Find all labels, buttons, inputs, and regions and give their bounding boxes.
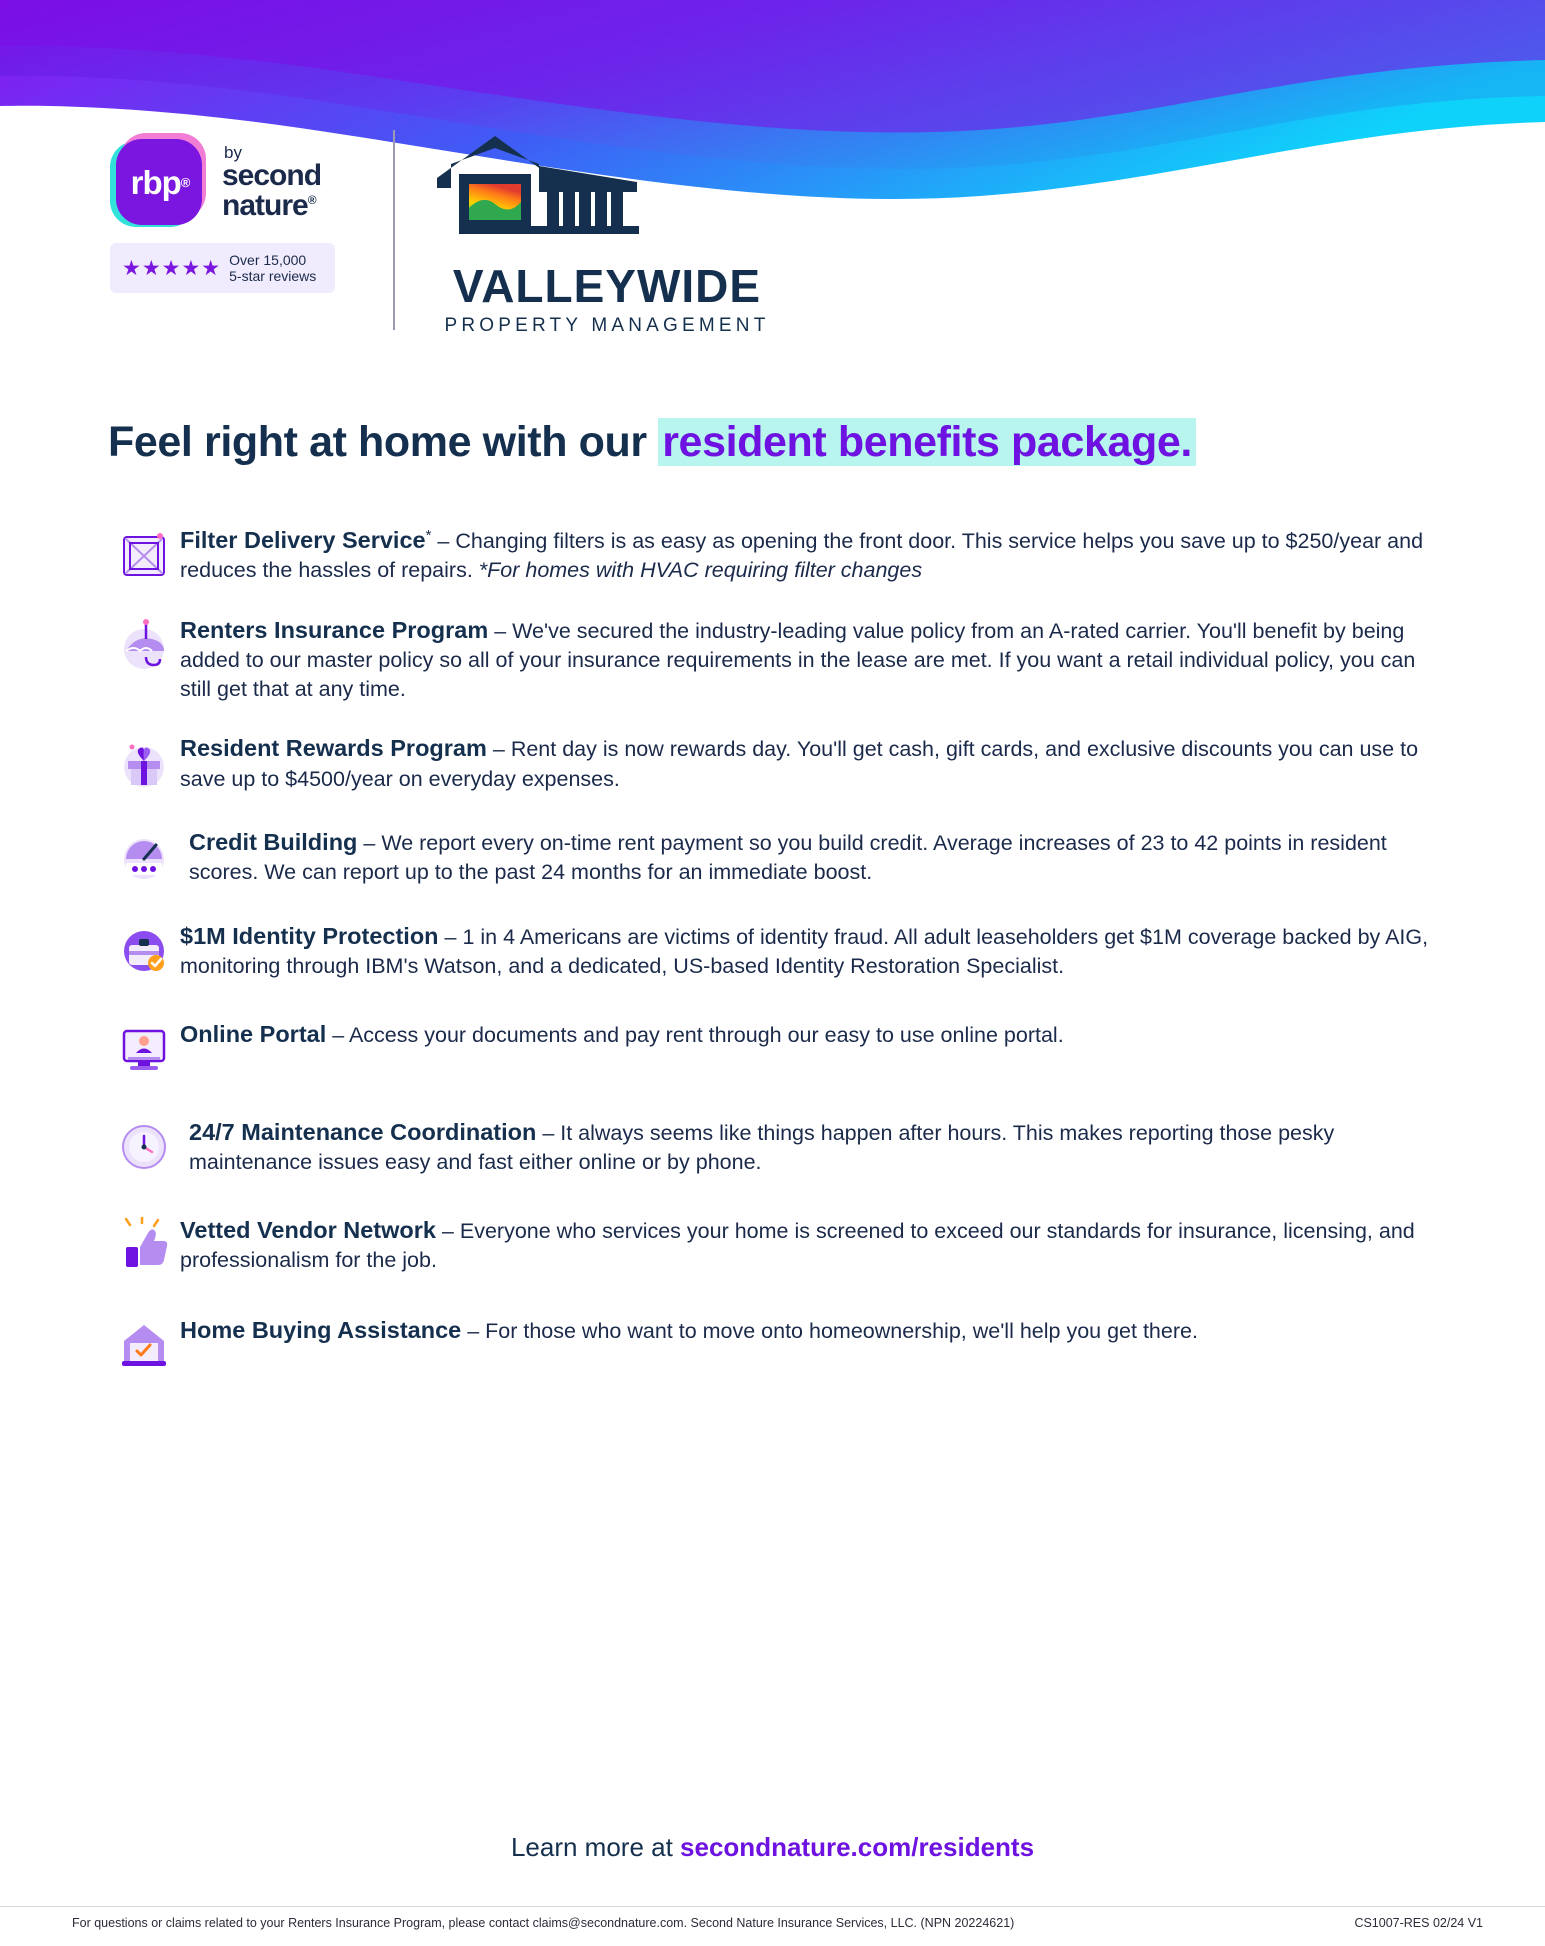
benefit-body: We report every on-time rent payment so you build credit. Average increases of 23 to 42 points in resident scores. We can report up to the past 24 months for an immediate boost. — [189, 831, 1387, 885]
company-name-line2: PROPERTY MANAGEMENT — [444, 315, 770, 336]
learn-more-prefix: Learn more at — [510, 1832, 681, 1862]
list-item — [108, 525, 1438, 585]
list-item — [108, 615, 1438, 703]
benefit-title: Renters Insurance Program — [180, 616, 489, 643]
benefit-body: 1 in 4 Americans are victims of identity fraud. All adult leaseholders get $1M coverage backed by AIG, monitoring through IBM's Watson, and a dedicated, US-based Identity Restoration Specialist. — [180, 924, 1429, 979]
benefit-body: It always seems like things happen after hours. This makes reporting those pesky maintenance issues easy and fast either online or by phone. — [189, 1120, 1335, 1175]
benefit-title: 24/7 Maintenance Coordination — [189, 1118, 537, 1145]
list-item — [108, 1117, 1438, 1177]
rbp-mark-text: rbp — [130, 163, 181, 201]
reviews-count: Over 15,000 — [229, 252, 307, 268]
headline-highlight: resident benefits package. — [658, 418, 1196, 466]
reviews-label: 5-star reviews — [229, 268, 317, 285]
fineprint-left: For questions or claims related to your Renters Insurance Program, please contact claims@secondnature.com. Second Nature Insurance Services, LLC. (NPN 20224621) — [72, 1916, 1015, 1930]
secondnature-link[interactable]: secondnature.com/residents — [680, 1832, 1035, 1862]
benefit-body: We've secured the industry-leading value policy from an A-rated carrier. You'll benefit by being added to our master policy so all of your insurance requirements in the lease are met. If you want a retail individual policy, you can still get that at any time. — [180, 618, 1416, 701]
benefit-dash: – — [435, 1218, 460, 1243]
second-nature-wordmark: second nature — [222, 159, 322, 222]
rbp-brand-block: rbp ® by second nature® ★★★★★ Over 15,000 5-star reviews — [110, 130, 365, 293]
document-code: CS1007-RES 02/24 V1 — [1354, 1916, 1483, 1930]
clock-icon — [108, 1117, 180, 1175]
house-icon — [427, 130, 727, 250]
benefit-title: Resident Rewards Program — [180, 735, 487, 762]
benefit-dash: – — [431, 529, 456, 553]
company-name-line1: VALLEYWIDE — [452, 260, 762, 312]
five-star-icon: ★★★★★ — [122, 256, 222, 280]
benefit-title: Home Buying Assistance — [180, 1316, 462, 1343]
list-item — [108, 1315, 1438, 1373]
benefit-body: For those who want to move onto homeownership, we'll help you get there. — [485, 1318, 1198, 1343]
list-item — [108, 733, 1438, 793]
benefit-dash: – — [326, 1022, 349, 1047]
list-item — [108, 1019, 1438, 1077]
filter-icon — [108, 525, 180, 583]
benefit-dash: – — [488, 618, 513, 643]
benefit-body: Everyone who services your home is screened to exceed our standards for insurance, licensing, and professionalism for the job. — [180, 1218, 1415, 1272]
valleywide-logo — [427, 130, 787, 337]
benefit-title: Filter Delivery Service — [180, 527, 426, 553]
headline-plain: Feel right at home with our — [108, 418, 659, 466]
reviews-badge — [110, 243, 335, 293]
benefit-body: Rent day is now rewards day. You'll get cash, gift cards, and exclusive discounts you can use to save up to $4500/year on everyday expenses. — [180, 737, 1419, 791]
benefit-title: $1M Identity Protection — [180, 922, 439, 949]
benefit-dash: – — [357, 831, 382, 856]
benefit-footnote-marker: * — [425, 526, 432, 544]
umbrella-icon — [108, 615, 180, 673]
identity-shield-icon — [108, 921, 180, 979]
credit-score-icon — [108, 827, 180, 885]
benefit-title: Vetted Vendor Network — [180, 1216, 436, 1243]
learn-more-line — [0, 1832, 1545, 1863]
list-item — [108, 921, 1438, 981]
page-title — [108, 418, 1196, 467]
rbp-logo-icon: rbp ® — [110, 133, 210, 233]
benefit-dash: – — [438, 924, 463, 949]
benefit-dash: – — [536, 1120, 561, 1145]
benefits-list — [108, 525, 1438, 1401]
benefit-dash: – — [486, 737, 511, 762]
list-item — [108, 827, 1438, 887]
benefit-dash: – — [461, 1318, 486, 1343]
monitor-icon — [108, 1019, 180, 1077]
benefit-title: Credit Building — [189, 829, 358, 856]
vertical-divider — [393, 130, 395, 330]
brand-header — [110, 130, 787, 337]
benefit-body: Access your documents and pay rent through our easy to use online portal. — [348, 1022, 1064, 1047]
benefit-note: *For homes with HVAC requiring filter changes — [478, 558, 923, 583]
footer-fineprint — [0, 1906, 1545, 1930]
benefit-body: Changing filters is as easy as opening the front door. This service helps you save up to $250/year and reduces the hassles of repairs. — [180, 529, 1424, 583]
by-label: by — [224, 143, 242, 162]
thumbs-up-icon — [108, 1215, 180, 1273]
benefit-title: Online Portal — [180, 1020, 327, 1047]
gift-icon — [108, 733, 180, 791]
list-item — [108, 1215, 1438, 1275]
home-check-icon — [108, 1315, 180, 1373]
